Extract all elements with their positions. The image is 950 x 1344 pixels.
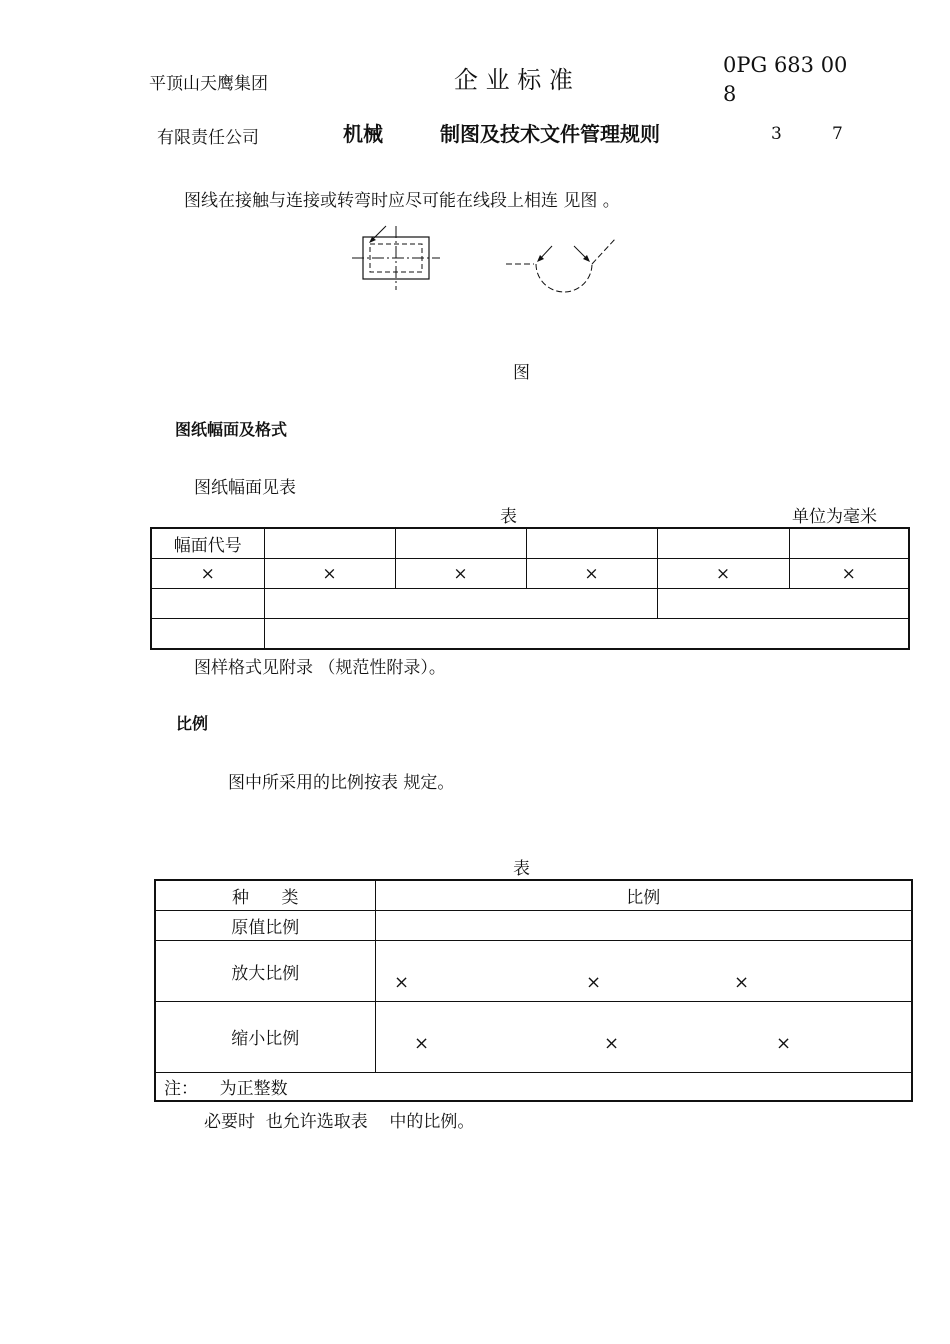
table1-caption: 表: [500, 507, 517, 527]
company-name-line2: 有限责任公司: [157, 128, 259, 148]
scale-x-mark: ×: [586, 972, 602, 993]
paragraph-scale: 图中所采用的比例按表 规定。: [228, 773, 455, 793]
table-row: [155, 910, 912, 940]
scale-x-mark: ×: [776, 1033, 792, 1054]
doc-title-prefix: 机械: [343, 122, 383, 146]
figure-caption: 图: [513, 363, 530, 383]
table-note: 注： 为正整数: [155, 1072, 912, 1101]
table-header-cell: 种 类: [155, 880, 375, 910]
table-cell: ×: [789, 559, 909, 589]
table-row: [155, 1001, 912, 1072]
scale-x-mark: ×: [734, 972, 750, 993]
table-cell: ×: [395, 559, 526, 589]
table-cell: 原值比例: [155, 910, 375, 940]
arrow-head-1: [369, 237, 376, 243]
table2-caption: 表: [513, 859, 530, 879]
dashed-line-right: [592, 238, 616, 264]
paper-size-table: [150, 527, 910, 650]
table-cell: [526, 528, 657, 559]
dashed-arc: [536, 264, 592, 292]
table-cell: [264, 619, 909, 650]
scale-x-mark: ×: [604, 1033, 620, 1054]
table-cell: ×: [151, 559, 264, 589]
doc-title: 制图及技术文件管理规则: [440, 122, 660, 146]
table-cell: [657, 528, 789, 559]
section-heading-scale: 比例: [176, 714, 209, 733]
paragraph-paper-size: 图纸幅面见表: [194, 478, 296, 498]
company-name-line1: 平顶山天鹰集团: [149, 74, 268, 94]
scale-x-mark: ×: [414, 1033, 430, 1054]
standard-type: 企 业 标 准: [454, 66, 573, 94]
table-row: [151, 559, 909, 589]
section-heading-paper: 图纸幅面及格式: [175, 420, 288, 439]
table-header-cell: 幅面代号: [151, 528, 264, 559]
table-cell: [375, 1001, 912, 1072]
table-cell: [375, 940, 912, 1001]
table-cell: [264, 528, 395, 559]
paragraph-optional-scale: 必要时 也允许选取表 中的比例。: [204, 1112, 475, 1132]
table-cell: [789, 528, 909, 559]
table-cell: [395, 528, 526, 559]
table-row: [155, 940, 912, 1001]
paragraph-lines-connection: 图线在接触与连接或转弯时应尽可能在线段上相连 见图 。: [184, 191, 620, 211]
table-cell: ×: [264, 559, 395, 589]
table-cell: ×: [526, 559, 657, 589]
paragraph-drawing-format: 图样格式见附录 （规范性附录）。: [194, 658, 446, 678]
table1-unit: 单位为毫米: [792, 507, 877, 527]
table-cell: ×: [657, 559, 789, 589]
scale-x-mark: ×: [394, 972, 410, 993]
scale-table: [154, 879, 913, 1102]
line-connection-figure: [340, 222, 630, 302]
table-cell: 缩小比例: [155, 1001, 375, 1072]
table-row: [151, 589, 909, 619]
table-cell: [151, 619, 264, 650]
page-total: 7: [832, 124, 843, 144]
table-row: [151, 528, 909, 559]
table-cell: [151, 589, 264, 619]
table-row: [155, 1072, 912, 1101]
standard-code-line1: 0PG 683 00: [723, 53, 848, 77]
page-number: 3: [771, 124, 782, 144]
table-cell: 放大比例: [155, 940, 375, 1001]
table-row: [155, 880, 912, 910]
table-cell: [657, 589, 909, 619]
table-cell: [264, 589, 657, 619]
table-cell: [375, 910, 912, 940]
standard-code-line2: 8: [723, 82, 737, 106]
table-row: [151, 619, 909, 650]
table-header-cell: 比例: [375, 880, 912, 910]
